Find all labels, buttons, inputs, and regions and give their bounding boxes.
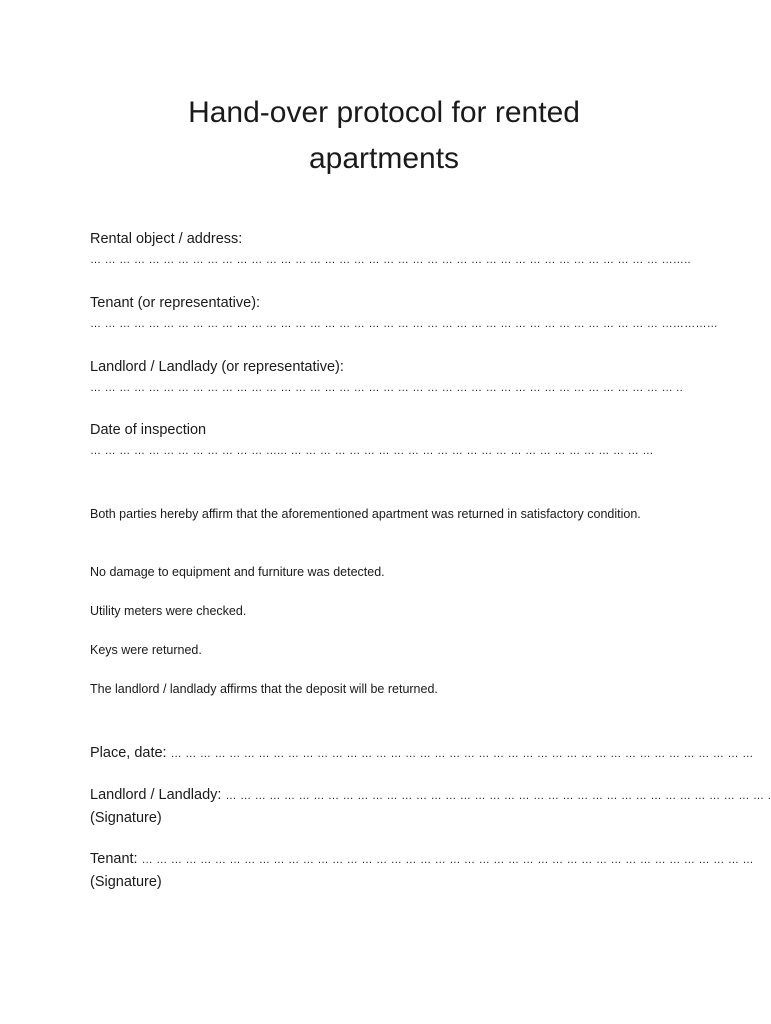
statement-meters: Utility meters were checked. — [90, 604, 247, 618]
tenant-label: Tenant: — [90, 851, 138, 867]
field-tenant — [90, 292, 719, 334]
field-label: Tenant (or representative): — [90, 295, 261, 311]
fill-in-line: … … … … … … … … … … … … … … … … … … … … … … … … … … … … … … … … … … … … … … … …….. — [90, 254, 691, 266]
signature-caption: (Signature) — [90, 874, 162, 890]
signature-landlord — [90, 784, 771, 829]
statement-no-damage: No damage to equipment and furniture was detected. — [90, 565, 385, 579]
field-label: Date of inspection — [90, 422, 207, 438]
statement-keys: Keys were returned. — [90, 643, 202, 657]
signature-place-date — [90, 742, 754, 765]
field-landlord — [90, 356, 700, 398]
fill-in-line: … … … … … … … … … … … … … … … … … … … … … … … … … … … … … … … … … … … … … … … … .. — [90, 382, 683, 394]
statement-condition: Both parties hereby affirm that the aforementioned apartment was returned in satisfactory condition. — [90, 507, 641, 521]
landlord-label: Landlord / Landlady: — [90, 787, 222, 803]
title-line-2: apartments — [308, 142, 460, 175]
fill-in-line: … … … … … … … … … … … … … … … … … … … … … … … … … … … … … … … … … … … … … . — [225, 790, 771, 802]
field-date-of-inspection — [90, 419, 700, 461]
title-line-1: Hand-over protocol for rented — [188, 96, 580, 129]
place-date-label: Place, date: — [90, 745, 167, 761]
document-title — [0, 90, 768, 182]
fill-in-line: … … … … … … … … … … … … … … … … … … … … … … … … … … … … … … … … … … … … … … … …………… — [90, 318, 719, 330]
signature-tenant — [90, 848, 754, 893]
signature-caption: (Signature) — [90, 810, 162, 826]
fill-in-line: … … … … … … … … … … … … …... … … … … … … … … … … … … … … … … … … … … … … … … … — [90, 445, 654, 457]
fill-in-line: … … … … … … … … … … … … … … … … … … … … … … … … … … … … … … … … … … … … … … … … … … — [141, 854, 754, 866]
fill-in-line: … … … … … … … … … … … … … … … … … … … … … … … … … … … … … … … … … … … … … … … … — [170, 748, 754, 760]
field-rental-object — [90, 228, 700, 270]
field-label: Rental object / address: — [90, 231, 243, 247]
statement-deposit: The landlord / landlady affirms that the deposit will be returned. — [90, 682, 438, 696]
field-label: Landlord / Landlady (or representative): — [90, 359, 344, 375]
